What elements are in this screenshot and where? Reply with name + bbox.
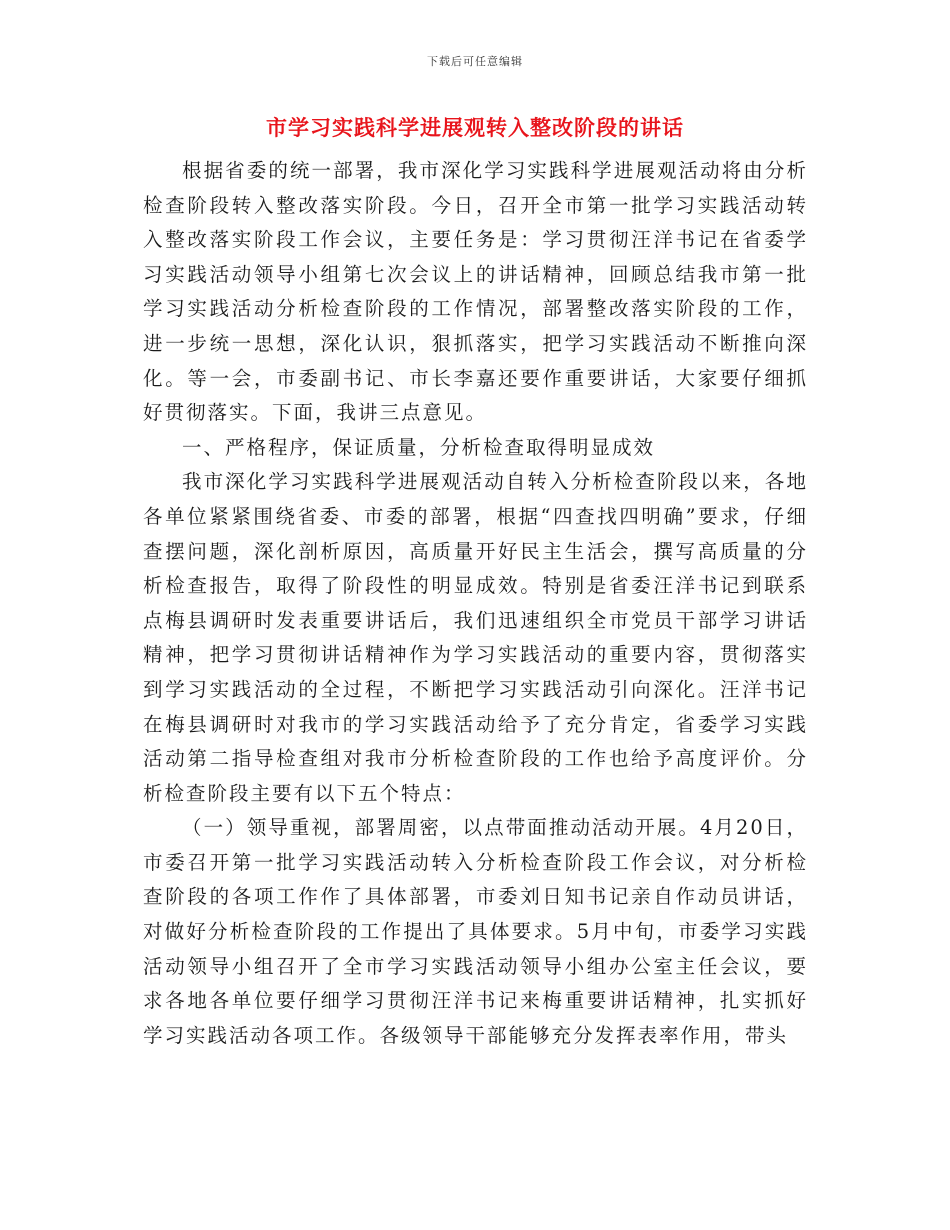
document-title: 市学习实践科学进展观转入整改阶段的讲话 bbox=[266, 116, 684, 140]
header-note: 下载后可任意编辑 bbox=[427, 55, 523, 68]
paragraph: （一）领导重视，部署周密，以点带面推动活动开展。4月20日，市委召开第一批学习实践活动转入分析检查阶段工作会议，对分析检查阶段的各项工作作了具体部署，市委刘日知书记亲自作动员讲话，对做好分析检查阶段的工作提出了具体要求。5月中旬，市委学习实践活动领导小组召开了全市学习实践活动领导小组办公室主任会议，要求各地各单位要仔细学习贯彻汪洋书记来梅重要讲话精神，扎实抓好学习实践活动各项工作。各级领导干部能够充分发挥表率作用，带头 bbox=[143, 816, 808, 1047]
paragraph: 根据省委的统一部署，我市深化学习实践科学进展观活动将由分析检查阶段转入整改落实阶段。今日，召开全市第一批学习实践活动转入整改落实阶段工作会议，主要任务是：学习贯彻汪洋书记在省委学习实践活动领导小组第七次会议上的讲话精神，回顾总结我市第一批学习实践活动分析检查阶段的工作情况，部署整改落实阶段的工作，进一步统一思想，深化认识，狠抓落实，把学习实践活动不断推向深化。等一会，市委副书记、市长李嘉还要作重要讲话，大家要仔细抓好贯彻落实。下面，我讲三点意见。 bbox=[143, 159, 808, 425]
document-body bbox=[143, 154, 808, 1053]
paragraph: 我市深化学习实践科学进展观活动自转入分析检查阶段以来，各地各单位紧紧围绕省委、市委的部署，根据“四查找四明确”要求，仔细查摆问题，深化剖析原因，高质量开好民主生活会，撰写高质量的分析检查报告，取得了阶段性的明显成效。特别是省委汪洋书记到联系点梅县调研时发表重要讲话后，我们迅速组织全市党员干部学习讲话精神，把学习贯彻讲话精神作为学习实践活动的重要内容，贯彻落实到学习实践活动的全过程，不断把学习实践活动引向深化。汪洋书记在梅县调研时对我市的学习实践活动给予了充分肯定，省委学习实践活动第二指导检查组对我市分析检查阶段的工作也给予高度评价。分析检查阶段主要有以下五个特点： bbox=[143, 470, 808, 805]
section-heading: 一、严格程序，保证质量，分析检查取得明显成效 bbox=[182, 435, 656, 459]
